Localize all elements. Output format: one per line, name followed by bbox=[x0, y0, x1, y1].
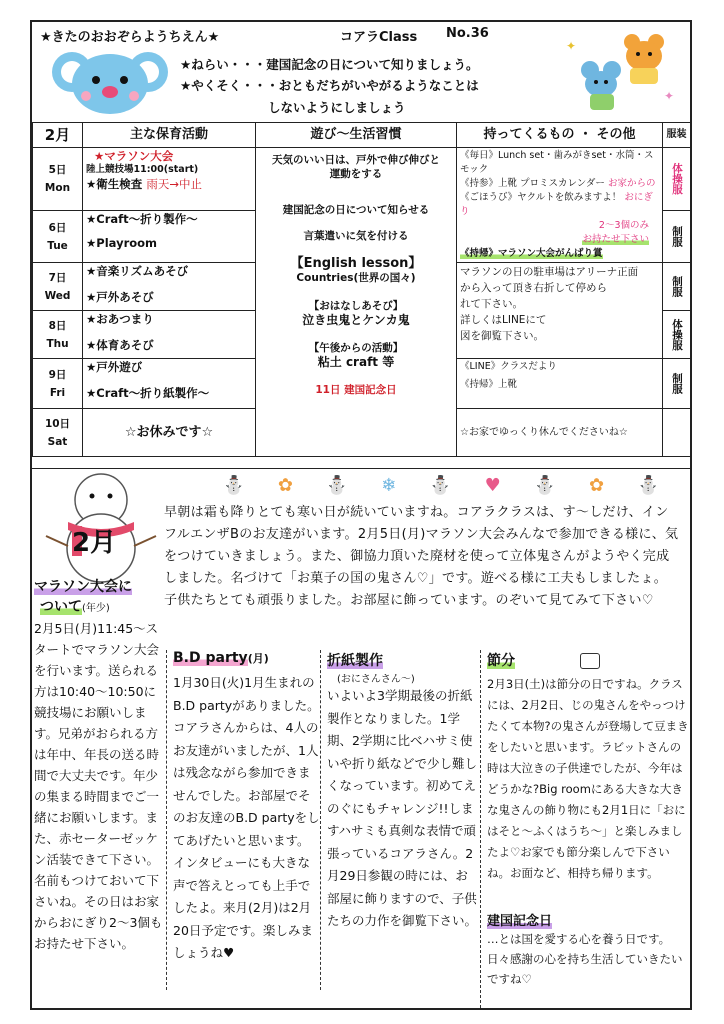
bd-body: 1月30日(火)1月生まれのB.D partyがありました。コアラさんからは、4人のお友達がいましたが、1人は残念ながら参加できませんでした。お部屋でそのお友達のB.D partyをしてあげたいと思います。インタビューにも大きな声で答えとっても上手でしたよ。来月(2月)は2月20日予定です。楽しみましょうね♥ bbox=[173, 675, 320, 960]
svg-text:✦: ✦ bbox=[566, 39, 577, 53]
day-cell: 9日 Fri bbox=[33, 359, 83, 409]
activity-cell: ★おあつまり ★体育あそび bbox=[83, 311, 256, 359]
school-name: ★きたのおおぞらようちえん★ bbox=[40, 30, 220, 45]
kenkoku-body: …とは国を愛する心を養う日です。日々感謝の心を持ち生活していきたいですね♡ bbox=[487, 932, 683, 986]
bring-cell: 《LINE》クラスだより 《持帰》上靴 bbox=[457, 359, 663, 409]
svg-text:✦: ✦ bbox=[664, 89, 675, 103]
bd-section bbox=[166, 650, 320, 990]
schedule-table bbox=[32, 122, 691, 457]
marathon-body: 2月5日(月)11:45～スタートでマラソン大会を行います。送られる方は10:40～10:50に競技場にお願いします。兄弟がおられる方は年中、年長の送る時間で大丈夫です。年少の集まる時間までご一緒にお願いします。また、赤セーターゼッケン活装できて下さい。名前もつけておいて下さいね。その日はお家からおにぎり2～3個もお持たせ下さい。 bbox=[34, 621, 163, 951]
promise-text-1: ★やくそく・・・おともだちがいやがるようなことは bbox=[180, 78, 479, 93]
koala-icon bbox=[50, 42, 170, 118]
class-name: コアラClass bbox=[340, 30, 418, 45]
col-bring: 持ってくるもの ・ その他 bbox=[457, 123, 663, 148]
oni-mask-icon bbox=[580, 653, 600, 669]
activity-cell: ★マラソン大会 陸上競技場11:00(start) ★衛生検査 雨天→中止 bbox=[83, 148, 256, 211]
day-cell: 7日 Wed bbox=[33, 263, 83, 311]
origami-sub: (おにさんさん～) bbox=[337, 674, 415, 685]
dress-cell: 制服 bbox=[663, 263, 691, 311]
day-cell: 8日 Thu bbox=[33, 311, 83, 359]
aim-text: ★ねらい・・・建国記念の日について知りましょう。 bbox=[180, 57, 479, 72]
origami-body: いよいよ3学期最後の折紙製作となりました。1学期、2学期に比べハサミ使いや折り紙などで少し難しくなっています。初めてえのぐにもチャレンジ!!しますハサミも真剣な表情で頑張っているコアラさん。2月29日参観の時には、お部屋に飾りますので、子供たちの力作を御覧下さい。 bbox=[327, 688, 478, 928]
parking-notice: マラソンの日の駐車場はアリーナ正面 から入って頂き右折して停めら れて下さい。 詳しくはLINEにて 図を御覧下さい。 bbox=[457, 263, 663, 359]
activity-cell: ★戸外遊び ★Craft～折り紙製作～ bbox=[83, 359, 256, 409]
animals-icon bbox=[560, 30, 680, 118]
col-activity: 主な保育活動 bbox=[83, 123, 256, 148]
setsubun-section bbox=[480, 650, 690, 1008]
dress-cell: 制服 bbox=[663, 211, 691, 263]
dress-cell: 体操服 bbox=[663, 148, 691, 211]
play-cell: 天気のいい日は、戸外で伸び伸びと 運動をする 建国記念の日について知らせる 言葉遣いに気を付ける 【English lesson】 Countries(世界の国々) 【おはなしあそび】 泣き虫鬼とケンカ鬼 【午後からの活動】 粘土 craft 等 11日 建国記念日 bbox=[256, 148, 457, 457]
day-cell: 5日 Mon bbox=[33, 148, 83, 211]
intro-text: 早朝は霜も降りとても寒い日が続いていますね。コアラクラスは、す～しだけ、インフルエンザBのお友達がいます。2月5日(月)マラソン大会みんなで参加できる様に、気をつけていきましょう。また、御協力頂いた廃材を使って立体鬼さんがようやく完成しました。名づけて「お菓子の国の鬼さん♡」です。遊べる様に工夫もしましたょ。子供たちとても頑張りました。お部屋に飾っています。のぞいて見てみて下さい♡ bbox=[164, 505, 679, 608]
dress-cell bbox=[663, 409, 691, 457]
col-dress: 服装 bbox=[663, 123, 691, 148]
dress-cell: 制服 bbox=[663, 359, 691, 409]
bring-cell: ☆お家でゆっくり休んでくださいね☆ bbox=[457, 409, 663, 457]
origami-section bbox=[320, 650, 480, 990]
setsubun-body: 2月3日(土)は節分の日ですね。クラスには、2月2日、じの鬼さんをやっつけたくて本物?の鬼さんが登場して豆まきをしたいと思います。ラビットさんの時は大泣きの子供達でしたが、今年はどうかな?Big roomにある大きな大きな鬼さんの飾り物にも2月1日に「おにはそと～ふくはうち～」と楽しみましたよ♡お家でも節分楽しんで下さいね。お面など、相持ち帰ります。 bbox=[487, 677, 689, 880]
marathon-section bbox=[34, 576, 164, 1006]
setsubun-title: 節分 bbox=[487, 650, 690, 670]
marathon-title-2: ついて(年少) bbox=[40, 599, 110, 615]
dress-cell: 体操服 bbox=[663, 311, 691, 359]
col-month: 2月 bbox=[33, 123, 83, 148]
promise-text-2: しないようにしましょう bbox=[268, 100, 406, 115]
month-badge: 2月 bbox=[72, 528, 117, 558]
bd-title: B.D party(月) bbox=[173, 650, 269, 666]
activity-cell: ☆お休みです☆ bbox=[83, 409, 256, 457]
origami-title: 折紙製作 bbox=[327, 653, 383, 669]
issue-number: No.36 bbox=[446, 26, 489, 41]
activity-cell: ★Craft～折り製作～ ★Playroom bbox=[83, 211, 256, 263]
kenkoku-title: 建国記念日 bbox=[487, 914, 553, 929]
bring-cell: 《毎日》Lunch set・歯みがきset・水筒・スモック 《持参》上靴 プロミスカレンダー お家からの 《ごほうび》ヤクルトを飲みますよ！ おにぎり 2～3個のみ お持たせ下さい 《持帰》マラソン大会がんばり賞 bbox=[457, 148, 663, 263]
marathon-title: マラソン大会に bbox=[34, 579, 132, 595]
day-cell: 6日 Tue bbox=[33, 211, 83, 263]
decoration-animals-icon: ⛄ ✿ ⛄ ❄ ⛄ ♥ ⛄ ✿ ⛄ bbox=[222, 474, 660, 496]
activity-cell: ★音楽リズムあそび ★戸外あそび bbox=[83, 263, 256, 311]
col-play: 遊び～生活習慣 bbox=[256, 123, 457, 148]
day-cell: 10日 Sat bbox=[33, 409, 83, 457]
